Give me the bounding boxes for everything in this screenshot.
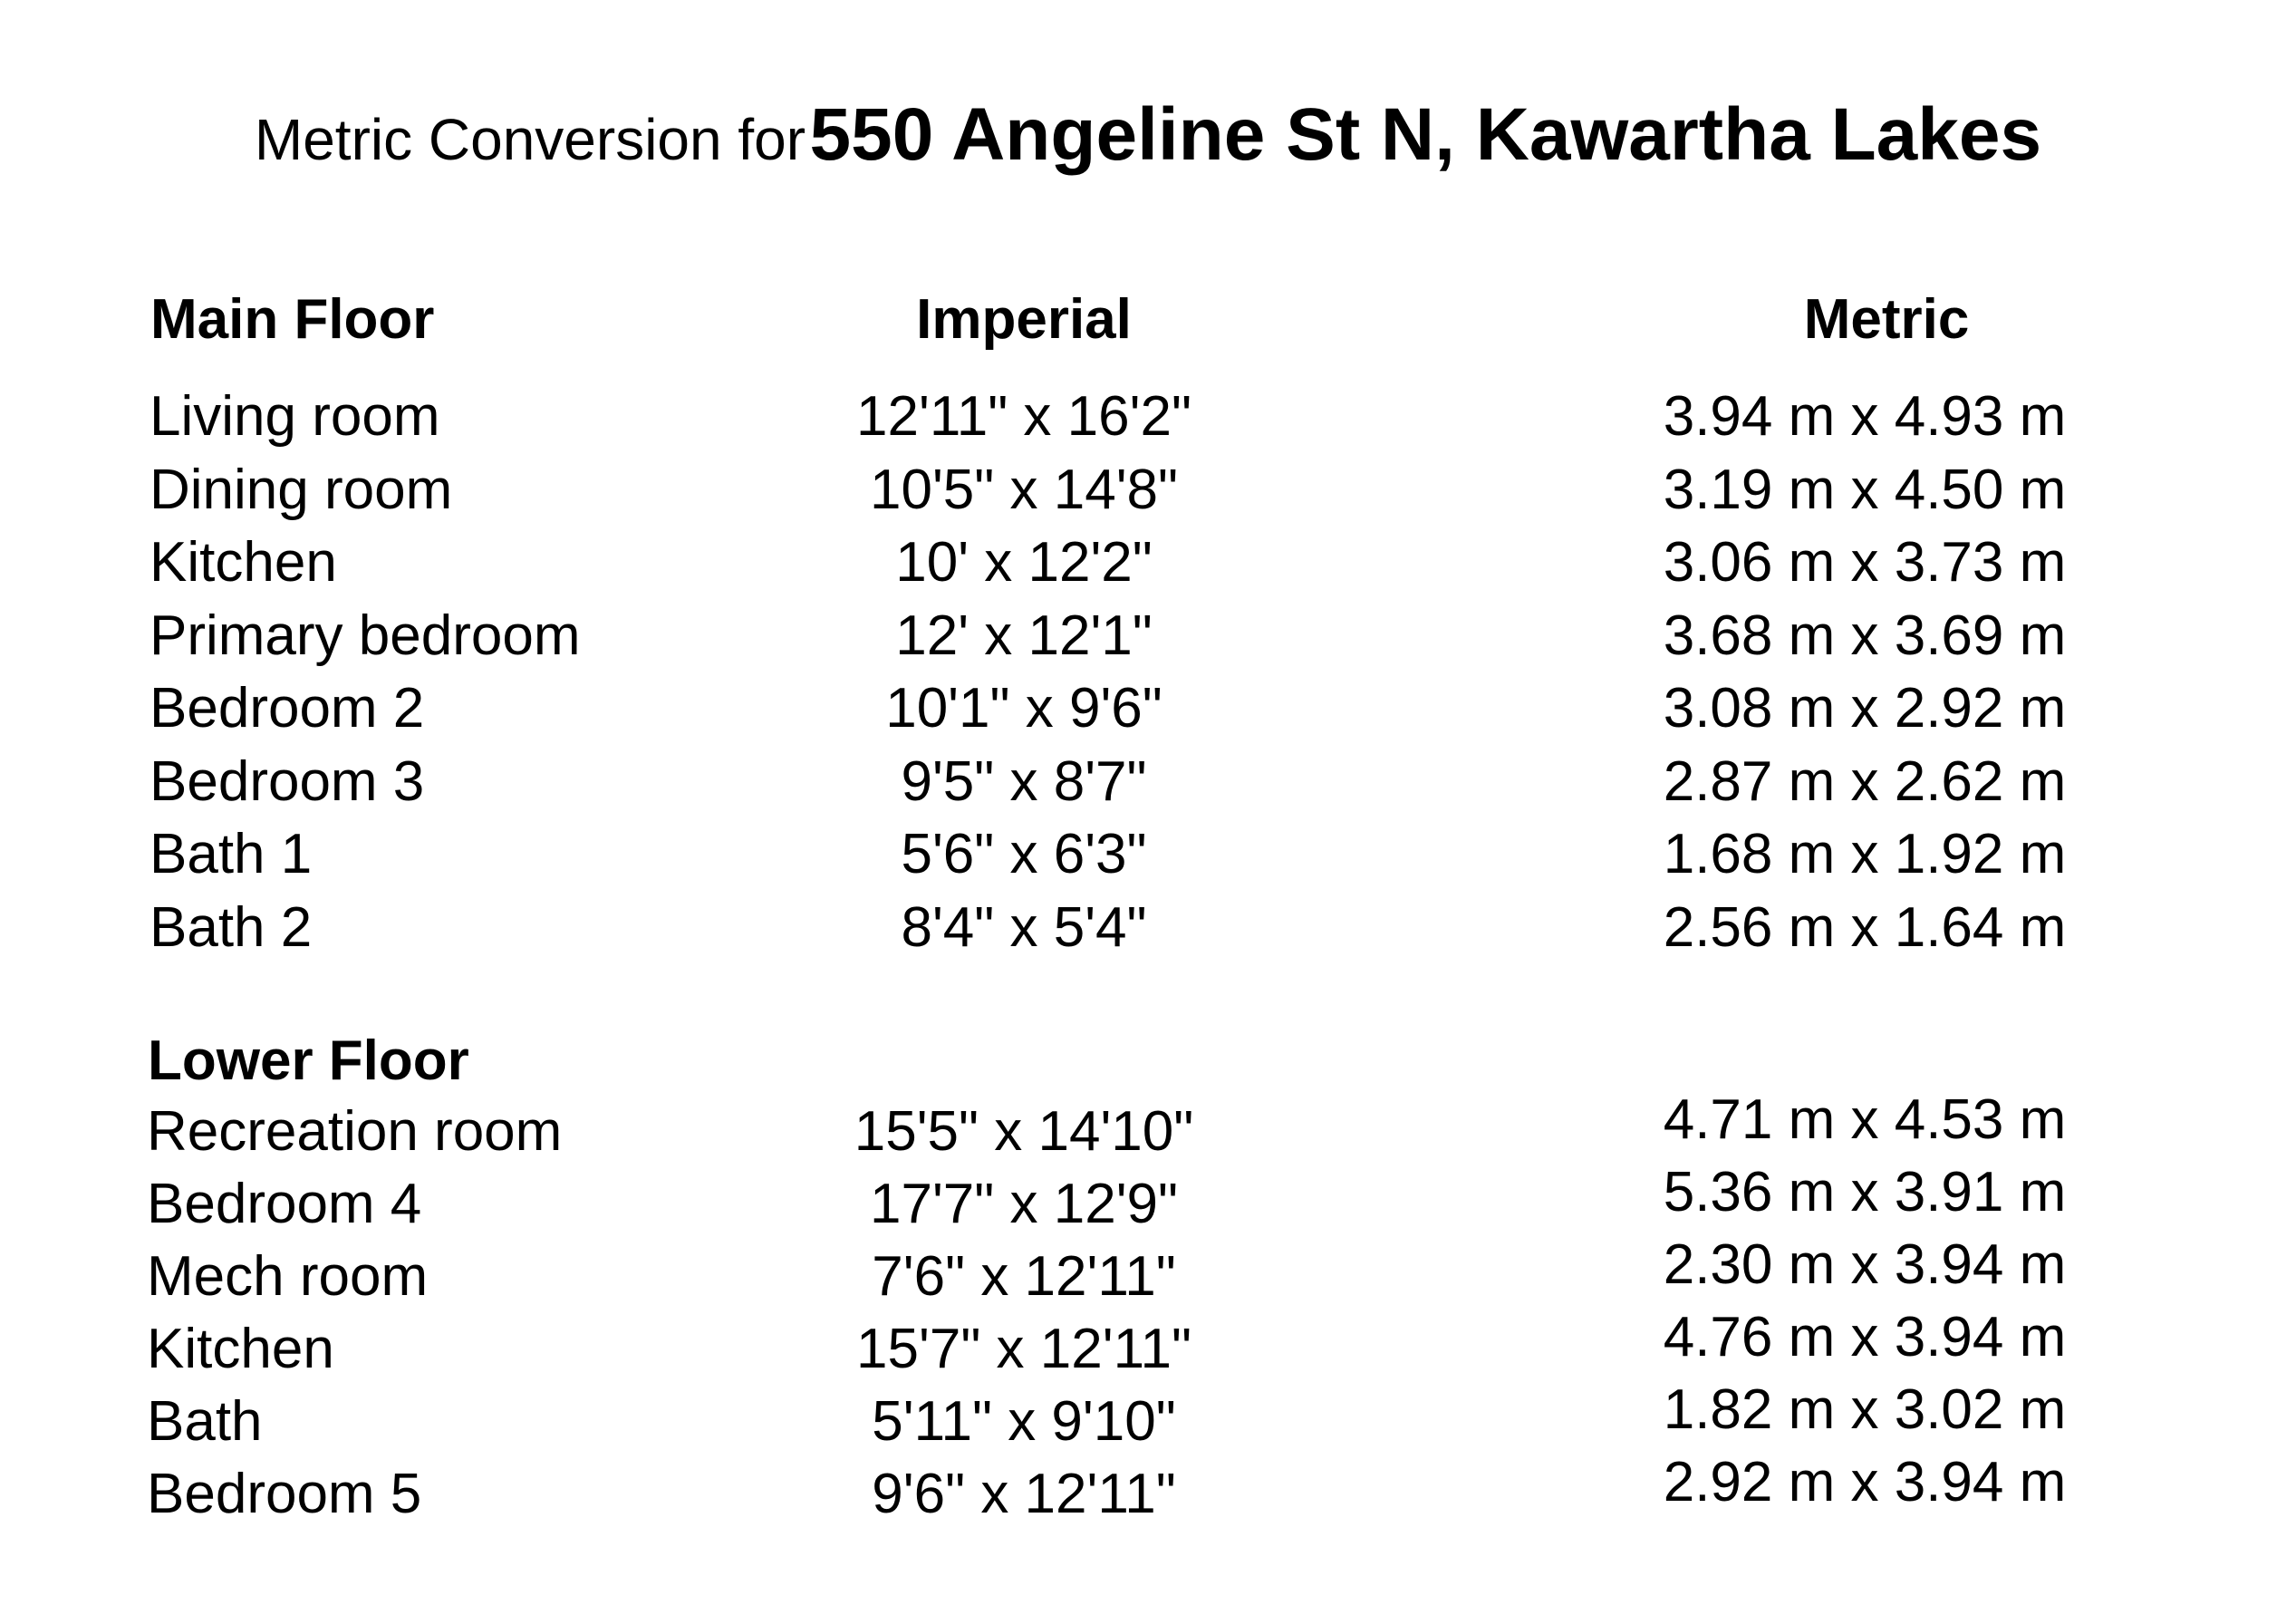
room-name: Bath 2 <box>150 895 313 959</box>
page-title <box>0 93 2296 176</box>
room-name: Living room <box>150 385 440 448</box>
lower-floor-heading: Lower Floor <box>148 1030 469 1092</box>
title-prefix: Metric Conversion for <box>254 107 806 172</box>
room-name: Bath <box>147 1390 263 1453</box>
room-name: Mech room <box>147 1245 429 1308</box>
room-name: Kitchen <box>150 531 337 594</box>
main-floor-heading: Main Floor <box>150 288 435 351</box>
room-name: Bedroom 3 <box>150 749 425 813</box>
room-name: Dining room <box>150 458 453 521</box>
room-name: Bedroom 5 <box>147 1463 422 1525</box>
room-name: Primary bedroom <box>150 604 581 667</box>
title-address: 550 Angeline St N, Kawartha Lakes <box>809 93 2042 176</box>
room-name: Bedroom 2 <box>150 677 425 740</box>
room-name: Recreation room <box>147 1100 563 1163</box>
room-name: Kitchen <box>147 1318 334 1380</box>
room-name: Bath 1 <box>150 823 313 885</box>
room-name: Bedroom 4 <box>147 1173 422 1235</box>
